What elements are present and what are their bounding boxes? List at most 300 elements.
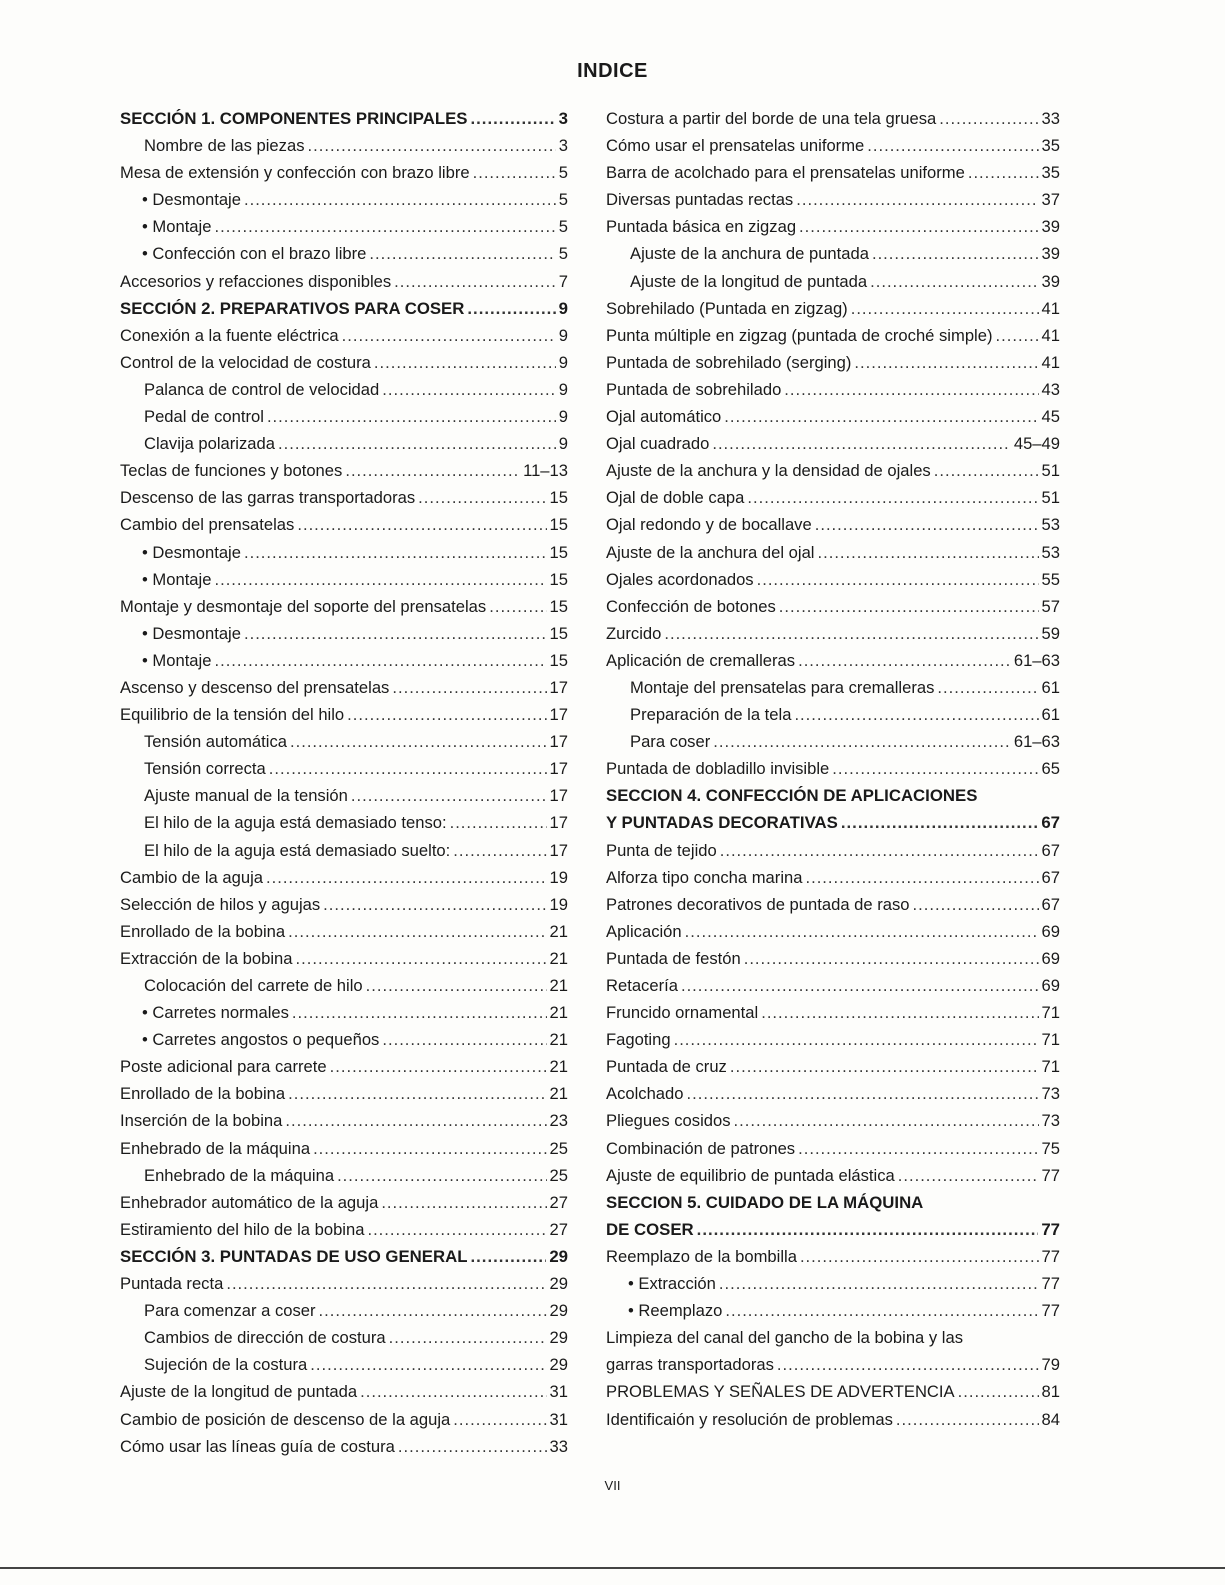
toc-entry-page: 21 [549,976,568,995]
dot-leader [747,488,1038,508]
toc-entry [120,1030,568,1057]
toc-entry [606,1030,1060,1057]
dot-leader [285,1111,546,1131]
page-number: VII [604,1478,621,1493]
toc-entry-page: 43 [1041,379,1060,399]
toc-entry-page: 15 [549,542,568,562]
dot-leader [798,1139,1038,1159]
toc-entry-label: Enrollado de la bobina [120,1084,286,1104]
dot-leader [367,1220,546,1240]
toc-entry-label: Puntada de sobrehilado [606,379,782,399]
toc-entry [120,651,568,678]
toc-entry-page: 7 [558,271,568,291]
toc-entry-label: Puntada de cruz [606,1057,727,1077]
toc-entry-label: Clavija polarizada [144,434,275,454]
toc-entry-label: • Desmontaje [142,623,241,643]
toc-entry [606,163,1060,190]
toc-entry [606,543,1060,570]
toc-entry-page: 17 [549,705,568,725]
toc-entry-label: Fagoting [606,1030,671,1050]
toc-entry-page: 17 [549,732,568,752]
toc-entry [606,813,1060,840]
dot-leader [674,1030,1039,1050]
toc-entry [120,109,568,136]
toc-entry [120,1437,568,1464]
toc-entry-page: 61–63 [1013,650,1060,670]
toc-entry-page: 41 [1041,352,1060,372]
toc-entry-label: Zurcido [606,623,662,643]
toc-entry [120,461,568,488]
toc-entry [606,841,1060,868]
dot-leader [351,786,547,806]
toc-entry-label: Costura a partir del borde de una tela gruesa [606,109,937,128]
toc-entry-page: 67 [1041,894,1060,914]
toc-entry-label: Pedal de control [144,407,264,427]
toc-entry-label: Ajuste manual de la tensión [144,786,348,806]
toc-entry-page: 61 [1041,677,1060,697]
toc-entry [606,651,1060,678]
toc-entry-page: 84 [1041,1409,1060,1429]
dot-leader [898,1166,1039,1186]
toc-entry-page: 61 [1041,705,1060,725]
toc-entry-page: 17 [549,677,568,697]
dot-leader [323,895,546,915]
toc-entry-page: 5 [558,163,568,183]
dot-leader [244,190,556,210]
toc-entry-page: 71 [1041,1057,1060,1077]
dot-leader [815,515,1039,535]
toc-entry-page: 15 [549,596,568,616]
toc-entry-label: Pliegues cosidos [606,1111,731,1131]
toc-entry-page: 77 [1041,1246,1060,1266]
toc-entry-label: Estiramiento del hilo de la bobina [120,1219,365,1239]
dot-leader [310,1355,546,1375]
toc-entry-label: • Confección con el brazo libre [142,244,367,264]
toc-entry-page: 15 [549,515,568,535]
toc-entry-label: Barra de acolchado para el prensatelas uniforme [606,163,965,183]
toc-entry [120,136,568,163]
toc-entry [120,217,568,244]
toc-entry [606,895,1060,922]
dot-leader [817,543,1038,563]
dot-leader [290,732,547,752]
toc-entry-page: 51 [1041,488,1060,508]
dot-leader [867,136,1038,156]
toc-entry-label: Para comenzar a coser [144,1301,316,1321]
toc-entry [120,1003,568,1030]
toc-entry [120,407,568,434]
toc-entry-page: 21 [549,948,568,968]
toc-entry [120,1355,568,1382]
toc-entry [606,1057,1060,1084]
toc-right-column [606,109,1060,1437]
toc-entry [606,1382,1060,1409]
toc-entry-label: • Carretes normales [142,1003,289,1023]
toc-entry-page: 35 [1041,136,1060,156]
toc-entry-page: 39 [1041,271,1060,291]
toc-entry-page: 69 [1041,921,1060,941]
toc-entry [606,732,1060,759]
toc-entry [606,1220,1060,1247]
toc-entry-label: Cambio de posición de descenso de la aguja [120,1409,451,1429]
toc-entry-label: SECCION 4. CONFECCIÓN DE APLICACIONES [606,786,978,806]
toc-entry-page: 73 [1041,1084,1060,1104]
dot-leader [345,461,520,481]
toc-entry [606,1355,1060,1382]
toc-entry [120,1382,568,1409]
dot-leader [269,759,547,779]
toc-entry [120,786,568,813]
toc-entry-label: • Extracción [628,1274,716,1294]
page-title: INDICE [577,60,648,82]
toc-entry [120,1166,568,1193]
dot-leader [214,570,546,590]
toc-entry-page: 65 [1041,759,1060,779]
toc-entry-label: Diversas puntadas rectas [606,190,794,210]
toc-entry-label: Control de la velocidad de costura [120,352,371,372]
dot-leader [896,1410,1039,1430]
dot-leader [308,136,556,156]
toc-entry [606,434,1060,461]
toc-entry [120,515,568,542]
dot-leader [685,922,1039,942]
dot-leader [297,515,546,535]
toc-entry-page: 67 [1041,840,1060,860]
dot-leader [872,244,1039,264]
toc-entry [606,515,1060,542]
toc-entry-page: 57 [1041,596,1060,616]
toc-entry [120,1274,568,1301]
toc-entry [606,624,1060,651]
toc-entry [606,380,1060,407]
dot-leader [805,868,1038,888]
dot-leader [730,1057,1039,1077]
toc-entry-page: 39 [1041,217,1060,237]
toc-entry-label: • Montaje [142,217,212,237]
toc-entry [606,1003,1060,1030]
toc-entry-page: 31 [549,1409,568,1429]
toc-entry-label: Ajuste de la anchura y la densidad de ojales [606,461,931,481]
toc-entry-page: 53 [1041,542,1060,562]
toc-entry-label: • Montaje [142,569,212,589]
dot-leader [296,949,547,969]
toc-entry-label: Ojal redondo y de bocallave [606,515,812,535]
toc-entry [120,353,568,380]
toc-entry-label: Sujeción de la costura [144,1355,308,1375]
toc-entry-label: Ojal automático [606,407,722,427]
toc-entry-page: 9 [558,325,568,345]
toc-entry-label: Puntada básica en zigzag [606,217,797,237]
toc-entry-label: Patrones decorativos de puntada de raso [606,894,910,914]
toc-entry-label: SECCIÓN 2. PREPARATIVOS PARA COSER [120,298,465,318]
toc-entry [120,1220,568,1247]
toc-entry [606,949,1060,976]
toc-entry [120,380,568,407]
toc-entry-label: • Reemplazo [628,1301,723,1321]
toc-entry-label: Reemplazo de la bombilla [606,1246,797,1266]
toc-entry-label: Extracción de la bobina [120,948,293,968]
dot-leader [267,407,556,427]
dot-leader [473,163,556,183]
toc-entry-label: PROBLEMAS Y SEÑALES DE ADVERTENCIA [606,1382,955,1402]
toc-entry-label: SECCIÓN 3. PUNTADAS DE USO GENERAL [120,1246,468,1266]
toc-entry [606,786,1060,813]
toc-entry [606,217,1060,244]
dot-leader [744,949,1039,969]
dot-leader [761,1003,1038,1023]
dot-leader [369,244,555,264]
dot-leader [713,732,1011,752]
dot-leader [313,1139,546,1159]
toc-entry-label: Enhebrado de la máquina [120,1138,311,1158]
toc-entry-page: 31 [549,1382,568,1402]
toc-entry-label: Ajuste de la longitud de puntada [630,271,868,291]
toc-entry-page: 41 [1041,325,1060,345]
toc-entry-page: 77 [1041,1165,1060,1185]
dot-leader [712,434,1011,454]
dot-leader [794,705,1038,725]
toc-entry-label: Aplicación [606,921,682,941]
dot-leader [719,1274,1039,1294]
toc-entry-label: Accesorios y refacciones disponibles [120,271,392,291]
toc-entry-page: 69 [1041,948,1060,968]
toc-entry-label: Cómo usar las líneas guía de costura [120,1436,395,1456]
toc-entry [120,1084,568,1111]
dot-leader [330,1057,547,1077]
toc-entry-page: 75 [1041,1138,1060,1158]
toc-entry-page: 25 [549,1165,568,1185]
dot-leader [489,597,546,617]
dot-leader [799,217,1038,237]
toc-entry-label: Teclas de funciones y botones [120,461,343,481]
toc-entry-page: 15 [549,569,568,589]
toc-entry [606,976,1060,1003]
toc-entry-label: Confección de botones [606,596,776,616]
toc-entry-page: 3 [558,109,568,128]
toc-left-column [120,109,568,1464]
dot-leader [337,1166,546,1186]
dot-leader [798,651,1011,671]
toc-entry-page: 9 [558,434,568,454]
toc-entry [606,407,1060,434]
toc-entry-page: 21 [549,921,568,941]
toc-entry-label: Punta múltiple en zigzag (puntada de croché simple) [606,325,993,345]
toc-entry-label: Ojal cuadrado [606,434,710,454]
dot-leader [381,1193,546,1213]
dot-leader [278,434,556,454]
toc-entry-page: 39 [1041,244,1060,264]
toc-entry-page: 17 [549,813,568,833]
toc-entry-page: 5 [558,244,568,264]
toc-entry-label: DE COSER [606,1219,694,1239]
toc-entry-page: 3 [558,136,568,156]
dot-leader [392,678,546,698]
toc-entry-page: 33 [1041,109,1060,128]
dot-leader [374,353,556,373]
dot-leader [681,976,1039,996]
toc-entry-label: Identificaión y resolución de problemas [606,1409,893,1429]
toc-entry-label: Fruncido ornamental [606,1003,759,1023]
toc-entry [606,1193,1060,1220]
toc-entry-label: Ajuste de la longitud de puntada [120,1382,358,1402]
dot-leader [226,1274,546,1294]
toc-entry-label: • Desmontaje [142,542,241,562]
toc-entry-page: 77 [1041,1219,1060,1239]
toc-entry-page: 5 [558,217,568,237]
dot-leader [854,353,1038,373]
dot-leader [664,624,1038,644]
dot-leader [851,299,1039,319]
toc-entry-page: 21 [549,1003,568,1023]
toc-entry [606,488,1060,515]
toc-entry [120,1247,568,1274]
toc-entry-page: 19 [549,867,568,887]
toc-entry-page: 79 [1041,1355,1060,1375]
toc-entry [120,895,568,922]
toc-entry-label: Cambios de dirección de costura [144,1328,386,1348]
toc-entry-label: Descenso de las garras transportadoras [120,488,416,508]
toc-entry-label: Enhebrador automático de la aguja [120,1192,379,1212]
toc-entry-label: El hilo de la aguja está demasiado suelto: [144,840,451,860]
dot-leader [288,922,546,942]
toc-entry [606,1247,1060,1274]
toc-entry-page: 5 [558,190,568,210]
toc-entry [120,163,568,190]
toc-entry-page: 41 [1041,298,1060,318]
toc-entry [606,136,1060,163]
toc-entry-label: Preparación de la tela [630,705,792,725]
dot-leader [832,759,1038,779]
toc-entry-page: 59 [1041,623,1060,643]
toc-entry [606,109,1060,136]
dot-leader [725,1301,1038,1321]
dot-leader [342,326,556,346]
toc-entry [120,976,568,1003]
toc-entry [120,732,568,759]
toc-entry-label: Equilibrio de la tensión del hilo [120,705,345,725]
toc-entry [120,326,568,353]
toc-entry-label: Mesa de extensión y confección con brazo libre [120,163,470,183]
dot-leader [382,380,556,400]
dot-leader [996,326,1039,346]
toc-entry-page: 29 [549,1246,568,1266]
dot-leader [366,976,547,996]
dot-leader [913,895,1039,915]
toc-entry-label: Puntada recta [120,1274,224,1294]
toc-entry-label: Aplicación de cremalleras [606,650,796,670]
toc-entry [120,841,568,868]
toc-entry [120,1057,568,1084]
toc-entry [120,949,568,976]
dot-leader [470,109,555,129]
toc-entry-label: Cambio del prensatelas [120,515,295,535]
toc-entry [606,1084,1060,1111]
toc-entry [120,1410,568,1437]
toc-entry [606,597,1060,624]
dot-leader [244,543,547,563]
toc-entry-label: Alforza tipo concha marina [606,867,803,887]
dot-leader [450,813,547,833]
dot-leader [292,1003,547,1023]
toc-entry-label: Conexión a la fuente eléctrica [120,325,339,345]
toc-entry-page: 21 [549,1057,568,1077]
toc-entry-label: Montaje y desmontaje del soporte del prensatelas [120,596,487,616]
dot-leader [244,624,547,644]
toc-entry-page: 37 [1041,190,1060,210]
toc-entry-label: Ojal de doble capa [606,488,745,508]
dot-leader [784,380,1038,400]
toc-entry-label: Nombre de las piezas [144,136,305,156]
toc-entry [606,922,1060,949]
toc-entry [606,1410,1060,1437]
dot-leader [467,299,555,319]
toc-entry [606,570,1060,597]
toc-entry [606,1328,1060,1355]
toc-entry-page: 69 [1041,976,1060,995]
toc-entry [606,326,1060,353]
dot-leader [870,272,1038,292]
dot-leader [453,1410,546,1430]
toc-entry-page: 17 [549,786,568,806]
toc-entry-page: 73 [1041,1111,1060,1131]
dot-leader [757,570,1039,590]
dot-leader [687,1084,1039,1104]
dot-leader [398,1437,547,1457]
toc-entry [606,1139,1060,1166]
toc-entry-page: 67 [1041,867,1060,887]
toc-entry-page: 15 [549,650,568,670]
toc-entry [606,759,1060,786]
toc-entry-page: 77 [1041,1274,1060,1294]
toc-entry [120,922,568,949]
toc-entry-page: 27 [549,1192,568,1212]
toc-entry-label: Punta de tejido [606,840,717,860]
dot-leader [470,1247,546,1267]
toc-entry [120,678,568,705]
toc-entry [120,624,568,651]
toc-entry-page: 17 [549,759,568,779]
toc-entry-page: 29 [549,1301,568,1321]
toc-entry-page: 71 [1041,1003,1060,1023]
toc-entry-page: 55 [1041,569,1060,589]
toc-entry-page: 19 [549,894,568,914]
toc-entry-label: • Montaje [142,650,212,670]
toc-entry-page: 21 [549,1084,568,1104]
toc-entry-label: Selección de hilos y agujas [120,894,321,914]
toc-entry-label: Puntada de sobrehilado (serging) [606,352,852,372]
dot-leader [697,1220,1039,1240]
toc-entry [120,813,568,840]
toc-entry [606,272,1060,299]
toc-entry-label: Cambio de la aguja [120,867,263,887]
toc-entry-page: 77 [1041,1301,1060,1321]
toc-entry-page: 27 [549,1219,568,1239]
toc-entry-label: Ascenso y descenso del prensatelas [120,677,390,697]
dot-leader [453,841,546,861]
toc-entry [120,190,568,217]
dot-leader [382,1030,546,1050]
dot-leader [720,841,1039,861]
toc-entry-page: 53 [1041,515,1060,535]
toc-entry-label: Palanca de control de velocidad [144,379,380,399]
toc-entry-label: Ojales acordonados [606,569,754,589]
toc-entry-label: Enhebrado de la máquina [144,1165,335,1185]
toc-entry [120,272,568,299]
toc-entry-label: Combinación de patrones [606,1138,796,1158]
toc-entry [120,434,568,461]
toc-entry [120,597,568,624]
toc-entry [606,190,1060,217]
